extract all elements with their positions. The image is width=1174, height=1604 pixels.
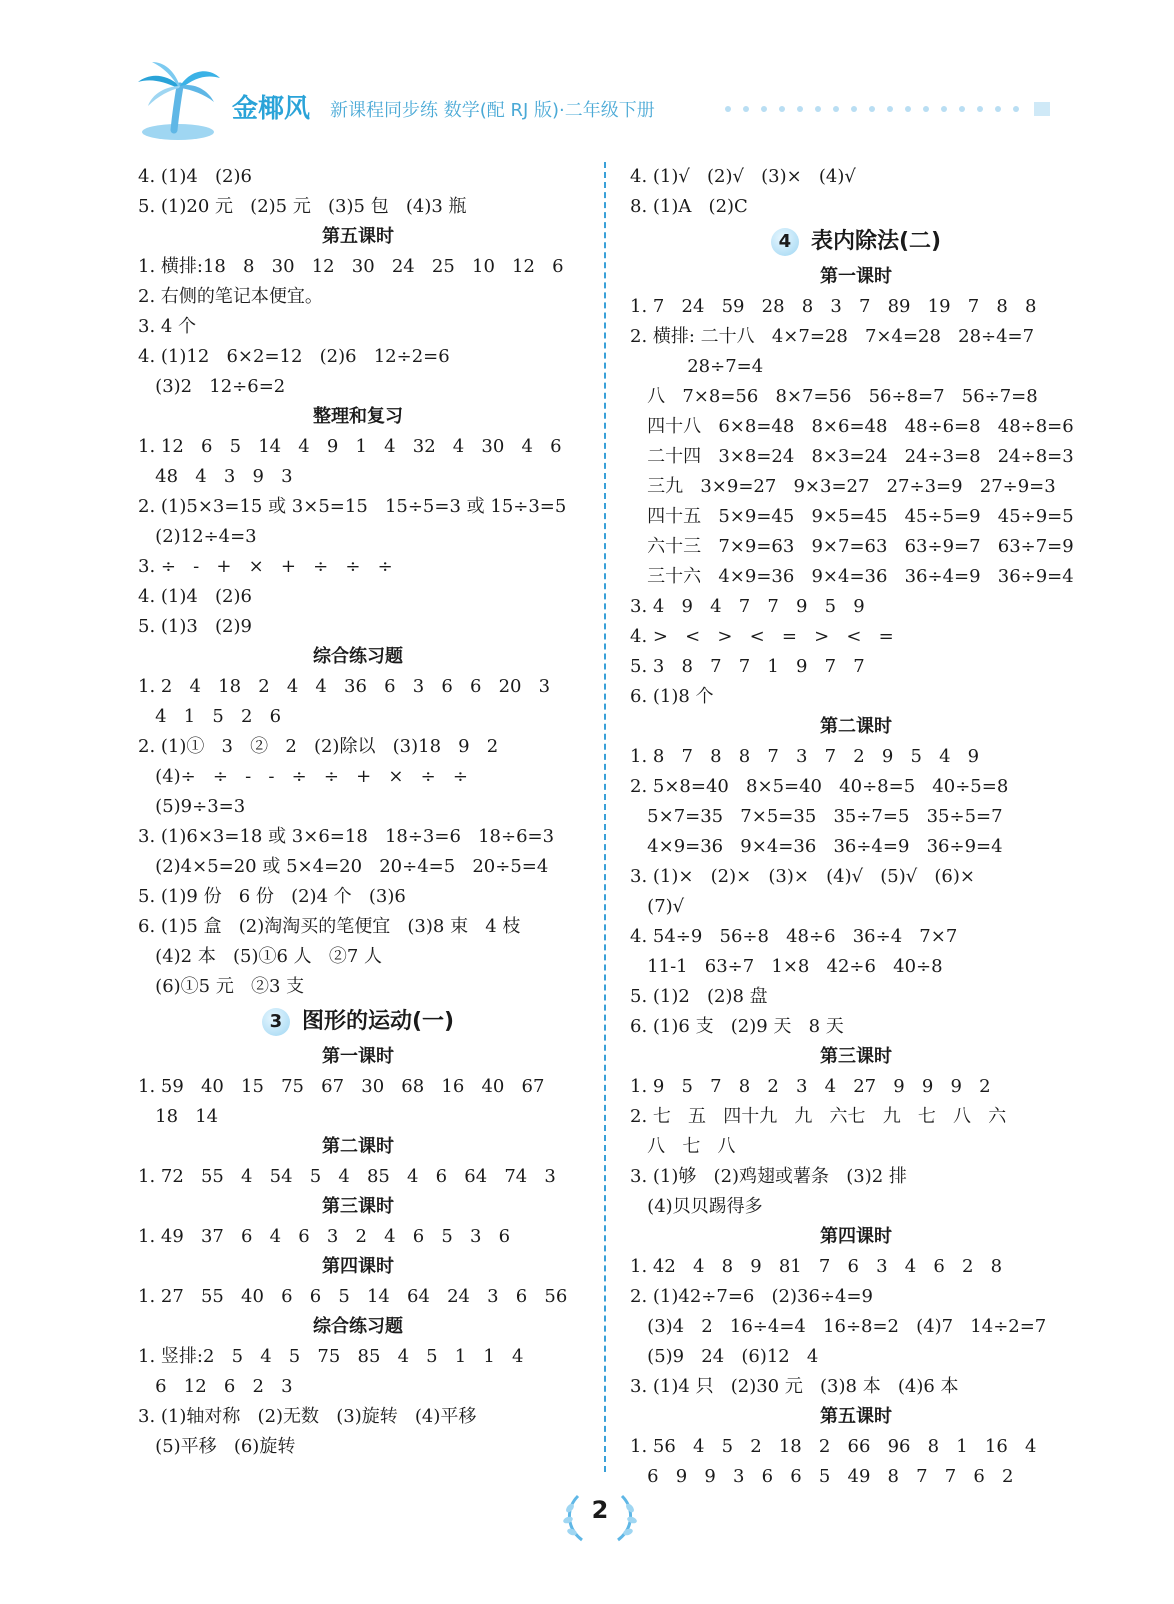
answer-line: 48 4 3 9 3: [138, 466, 293, 487]
chapter-number: 3: [262, 1008, 290, 1036]
answer-line: 六十三 7×9=63 9×7=63 63÷9=7 63÷7=9: [630, 536, 1074, 557]
answer-line: 11-1 63÷7 1×8 42÷6 40÷8: [630, 956, 943, 977]
answer-line: 1. 12 6 5 14 4 9 1 4 32 4 30 4 6: [138, 436, 562, 457]
answer-line: 1. 横排:18 8 30 12 30 24 25 10 12 6: [138, 256, 564, 277]
answer-line: 6. (1)6 支 (2)9 天 8 天: [630, 1016, 844, 1037]
section-heading: 第三课时: [820, 1046, 892, 1067]
answer-line: 1. 7 24 59 28 8 3 7 89 19 7 8 8: [630, 296, 1037, 317]
answer-line: 8. (1)A (2)C: [630, 196, 748, 217]
answer-line: 1. 42 4 8 9 81 7 6 3 4 6 2 8: [630, 1256, 1003, 1277]
page-number-badge: [560, 1488, 640, 1548]
section-heading: 第二课时: [322, 1136, 394, 1157]
book-title: 新课程同步练 数学(配 RJ 版)·二年级下册: [330, 100, 655, 121]
section-heading: 综合练习题: [313, 1316, 403, 1337]
answer-line: (3)4 2 16÷4=4 16÷8=2 (4)7 14÷2=7: [630, 1316, 1047, 1337]
palm-tree-logo: [134, 60, 222, 142]
header-dots-decoration: [722, 102, 1052, 116]
section-heading: 第五课时: [820, 1406, 892, 1427]
answer-line: 6. (1)8 个: [630, 686, 714, 707]
section-heading: 第五课时: [322, 226, 394, 247]
answer-line: 2. 七 五 四十九 九 六七 九 七 八 六: [630, 1106, 1007, 1127]
answer-line: 4. (1)4 (2)6: [138, 586, 252, 607]
section-heading: 第四课时: [820, 1226, 892, 1247]
chapter-title: [138, 1002, 578, 1042]
answer-line: 1. 8 7 8 8 7 3 7 2 9 5 4 9: [630, 746, 980, 767]
answer-line: 4. (1)12 6×2=12 (2)6 12÷2=6: [138, 346, 450, 367]
answer-line: 4×9=36 9×4=36 36÷4=9 36÷9=4: [630, 836, 1003, 857]
answer-line: 4. (1)4 (2)6: [138, 166, 252, 187]
answer-line: 28÷7=4: [630, 356, 764, 377]
section-heading: 第一课时: [322, 1046, 394, 1067]
section-heading: 综合练习题: [313, 646, 403, 667]
answer-line: 6 12 6 2 3: [138, 1376, 293, 1397]
answer-line: (2)4×5=20 或 5×4=20 20÷4=5 20÷5=4: [138, 856, 549, 877]
answer-line: (5)9÷3=3: [138, 796, 246, 817]
answer-line: (5)平移 (6)旋转: [138, 1436, 296, 1457]
answer-line: 2. (1)① 3 ② 2 (2)除以 (3)18 9 2: [138, 736, 499, 757]
answer-line: 6. (1)5 盒 (2)淘淘买的笔便宜 (3)8 束 4 枝: [138, 916, 521, 937]
answer-line: 1. 竖排:2 5 4 5 75 85 4 5 1 1 4: [138, 1346, 524, 1367]
answer-line: 3. (1)够 (2)鸡翅或薯条 (3)2 排: [630, 1166, 907, 1187]
answer-line: 2. 5×8=40 8×5=40 40÷8=5 40÷5=8: [630, 776, 1009, 797]
answer-line: 2. (1)42÷7=6 (2)36÷4=9: [630, 1286, 873, 1307]
answer-line: 2. 右侧的笔记本便宜。: [138, 286, 323, 307]
answer-line: 5. (1)20 元 (2)5 元 (3)5 包 (4)3 瓶: [138, 196, 467, 217]
answer-line: 三十六 4×9=36 9×4=36 36÷4=9 36÷9=4: [630, 566, 1074, 587]
left-answer-column: [138, 162, 578, 1462]
answer-line: (6)①5 元 ②3 支: [138, 976, 305, 997]
answer-line: 4. 54÷9 56÷8 48÷6 36÷4 7×7: [630, 926, 958, 947]
answer-line: (5)9 24 (6)12 4: [630, 1346, 819, 1367]
answer-line: (4)÷ ÷ - - ÷ ÷ + × ÷ ÷: [138, 766, 468, 787]
page-header: [0, 0, 1174, 150]
answer-line: (3)2 12÷6=2: [138, 376, 286, 397]
chapter-title-text: 图形的运动(一): [301, 1009, 455, 1034]
answer-line: (4)2 本 (5)①6 人 ②7 人: [138, 946, 383, 967]
section-heading: 整理和复习: [313, 406, 403, 427]
answer-line: 1. 59 40 15 75 67 30 68 16 40 67: [138, 1076, 545, 1097]
answer-line: 6 9 9 3 6 6 5 49 8 7 7 6 2: [630, 1466, 1014, 1487]
answer-line: 3. (1)× (2)× (3)× (4)√ (5)√ (6)×: [630, 866, 975, 887]
section-heading: 第四课时: [322, 1256, 394, 1277]
answer-line: (2)12÷4=3: [138, 526, 257, 547]
answer-line: 5. (1)2 (2)8 盘: [630, 986, 768, 1007]
chapter-title: [630, 222, 1082, 262]
answer-line: 3. 4 个: [138, 316, 197, 337]
answer-line: 3. (1)6×3=18 或 3×6=18 18÷3=6 18÷6=3: [138, 826, 555, 847]
chapter-title-text: 表内除法(二): [810, 229, 942, 254]
column-divider: [604, 162, 606, 1472]
answer-line: 二十四 3×8=24 8×3=24 24÷3=8 24÷8=3: [630, 446, 1074, 467]
answer-line: 2. (1)5×3=15 或 3×5=15 15÷5=3 或 15÷3=5: [138, 496, 567, 517]
section-heading: 第一课时: [820, 266, 892, 287]
answer-line: 1. 27 55 40 6 6 5 14 64 24 3 6 56: [138, 1286, 568, 1307]
answer-line: 四十五 5×9=45 9×5=45 45÷5=9 45÷9=5: [630, 506, 1074, 527]
answer-line: 4. (1)√ (2)√ (3)× (4)√: [630, 166, 856, 187]
right-answer-column: [630, 162, 1082, 1492]
answer-line: 三九 3×9=27 9×3=27 27÷3=9 27÷9=3: [630, 476, 1056, 497]
chapter-number: 4: [771, 228, 799, 256]
answer-line: 18 14: [138, 1106, 219, 1127]
answer-line: 5. (1)3 (2)9: [138, 616, 252, 637]
page-number: 2: [591, 1496, 609, 1524]
answer-line: 5×7=35 7×5=35 35÷7=5 35÷5=7: [630, 806, 1003, 827]
answer-line: 1. 56 4 5 2 18 2 66 96 8 1 16 4: [630, 1436, 1037, 1457]
answer-line: 4. > < > < = > < =: [630, 626, 894, 647]
answer-line: (4)贝贝踢得多: [630, 1196, 763, 1217]
answer-line: 八 7×8=56 8×7=56 56÷8=7 56÷7=8: [630, 386, 1038, 407]
answer-line: 1. 49 37 6 4 6 3 2 4 6 5 3 6: [138, 1226, 511, 1247]
answer-line: 四十八 6×8=48 8×6=48 48÷6=8 48÷8=6: [630, 416, 1074, 437]
brand-name: 金椰风: [232, 94, 311, 124]
answer-line: 4 1 5 2 6: [138, 706, 282, 727]
answer-line: 1. 72 55 4 54 5 4 85 4 6 64 74 3: [138, 1166, 556, 1187]
answer-line: 3. 4 9 4 7 7 9 5 9: [630, 596, 865, 617]
answer-line: 5. 3 8 7 7 1 9 7 7: [630, 656, 865, 677]
answer-line: (7)√: [630, 896, 685, 917]
answer-line: 2. 横排: 二十八 4×7=28 7×4=28 28÷4=7: [630, 326, 1035, 347]
section-heading: 第二课时: [820, 716, 892, 737]
answer-line: 3. ÷ - + × + ÷ ÷ ÷: [138, 556, 393, 577]
answer-line: 5. (1)9 份 6 份 (2)4 个 (3)6: [138, 886, 406, 907]
section-heading: 第三课时: [322, 1196, 394, 1217]
answer-line: 1. 9 5 7 8 2 3 4 27 9 9 9 2: [630, 1076, 991, 1097]
answer-line: 1. 2 4 18 2 4 4 36 6 3 6 6 20 3: [138, 676, 551, 697]
answer-line: 3. (1)轴对称 (2)无数 (3)旋转 (4)平移: [138, 1406, 477, 1427]
answer-line: 八 七 八: [630, 1136, 736, 1157]
answer-line: 3. (1)4 只 (2)30 元 (3)8 本 (4)6 本: [630, 1376, 959, 1397]
